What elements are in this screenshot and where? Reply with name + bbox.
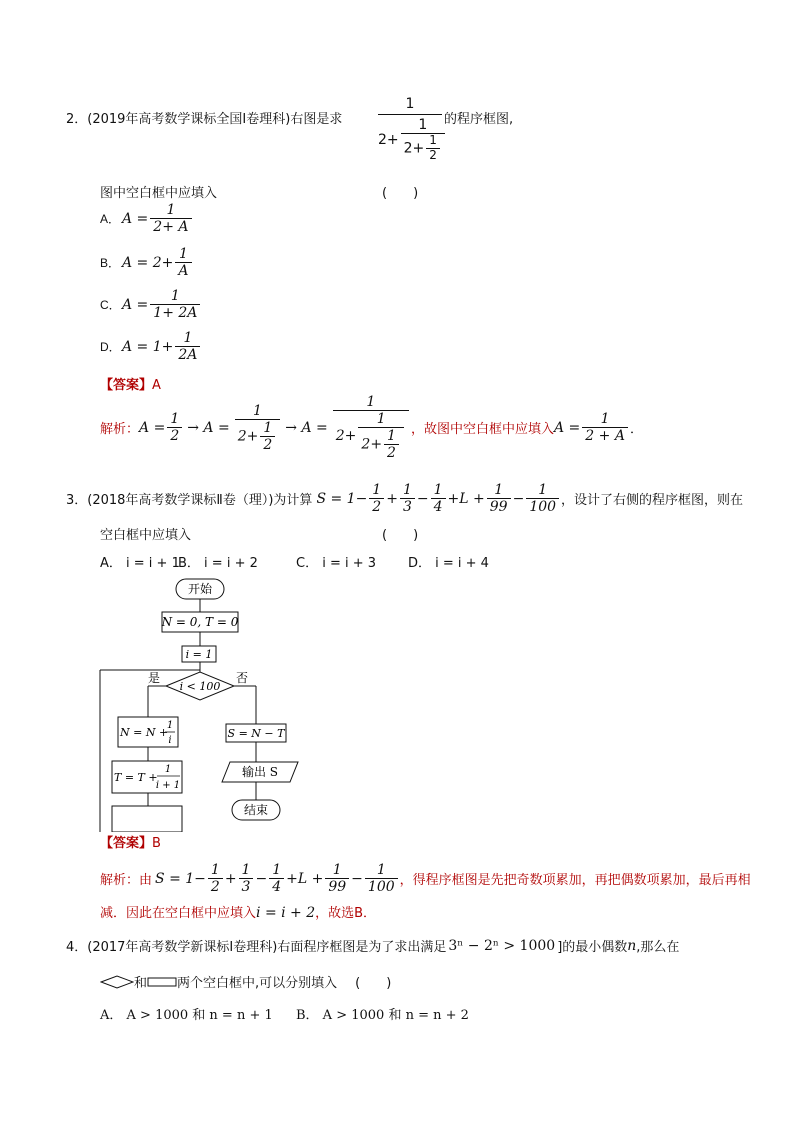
num: 1 [372,482,382,498]
q2-stem2: 图中空白框中应填入 [100,186,218,201]
den: 99 [487,498,511,515]
q3-header [66,482,743,515]
analysis-result: A = [553,419,581,436]
innermost-fraction [426,134,440,163]
analysis-text: 减．因此在空白框中应填入 [100,906,257,921]
q3-option-d: D． i = i + 4 [408,556,489,571]
q3-frac-100 [526,482,559,515]
num: 1 [253,402,262,419]
den: 2 [208,878,223,895]
den: 2+ $\frac{1}{2}$ [358,427,404,461]
analysis-label: 解析： [100,422,140,438]
den: 3 [400,498,415,515]
op: − [416,490,429,507]
option-lhs: A = 2+ [122,254,174,271]
q3-flowchart [90,574,320,832]
q2-stem-post: 的程序框图, [444,112,514,127]
den: 2 [369,498,384,515]
q2-stem-pre: 右图是求 [290,112,343,127]
frac-half [208,862,223,895]
num: 1 [366,394,376,410]
q3-stem-post: ，设计了右侧的程序框图，则在 [561,493,744,509]
blank-box [112,806,182,832]
den: 3 [239,878,254,895]
analysis-text: ，故图中空白框中应填入 [410,422,554,438]
analysis-formula: S = 1− [155,870,206,887]
num: 1 [538,482,548,498]
q4-option-b: B． A > 1000 和 n = n + 2 [296,1008,469,1023]
q4-stem2 [100,972,391,991]
q2-paren: ( ) [382,186,419,201]
i-assign-label: i = 1 [185,648,213,661]
frac-100 [365,862,398,895]
option-fraction [150,288,200,321]
option-num: 1 [178,246,188,262]
q2-option-a [100,202,194,235]
den: 100 [526,498,559,515]
num: 1 [170,411,180,428]
analysis-text: ，得程序框图是先把奇数项累加，再把偶数项累加，最后再相 [399,873,751,889]
q2-number: 2． [66,112,88,127]
answer-tag: 【答案】 [100,378,153,393]
option-num: 1 [170,288,180,304]
num: 1 [241,862,251,878]
q4-formula: 3ⁿ − 2ⁿ > 1000 [448,937,556,954]
option-den: 2+ A [150,218,191,235]
start-label: 开始 [187,582,213,596]
q4-header [66,936,679,955]
yes-label: 是 [147,671,161,685]
option-fraction [150,202,191,235]
n-frac-num: 1 [166,720,174,731]
q3-formula: S = 1− [316,490,368,507]
analysis-frac1 [167,411,182,444]
sub-frac [358,411,404,461]
den: 99 [325,878,349,895]
op: +L + [286,870,324,887]
op: + [386,490,398,507]
sub-frac [260,420,275,453]
q4-and: 和 [134,976,148,991]
q3-stem2: 空白框中应填入 [100,528,192,543]
q3-answer [100,832,161,851]
init-label: N = 0, T = 0 [161,615,239,629]
den: 2+ 1 2+ $\frac{1}{2}$ [333,410,409,461]
sub-sub-frac [384,428,399,461]
q2-answer [100,374,161,393]
t-frac-den: i + 1 [155,780,181,791]
num: 1 [376,411,386,428]
q2-stem-fraction [378,96,442,163]
option-label: A． [100,212,121,227]
q3-stem-pre: 为计算 [273,493,313,509]
frac-third [239,862,254,895]
inner-denominator [401,133,445,163]
op: +L + [447,490,485,507]
q4-option-a: A． A > 1000 和 n = n + 1 [100,1008,273,1023]
num: 1 [332,862,342,878]
q4-stem-mid: ]的最小偶数 [557,940,628,955]
end-label: 结束 [243,803,269,817]
q3-frac-99 [487,482,511,515]
den: 2 [384,444,399,461]
q4-var-n: n [627,937,637,954]
q3-paren: ( ) [382,528,419,543]
q3-option-c: C． i = i + 3 [296,556,377,571]
q2-source: (2019年高考数学课标全国Ⅰ卷理科) [87,112,291,127]
q4-source: (2017年高考数学新课标Ⅰ卷理科) [87,940,278,955]
q4-stem2-text: 两个空白框中,可以分别填入 [177,976,338,991]
analysis-formula: i = i + 2 [256,905,316,921]
analysis-text: 由 [139,873,153,889]
den: 100 [365,878,398,895]
q3-analysis-line2 [100,902,376,921]
no-label: 否 [235,671,249,685]
option-label: D． [100,340,121,355]
arrow2: → A = [285,419,328,436]
diamond-shape-icon [100,975,134,989]
q2-option-c [100,288,202,321]
op: − [351,870,363,887]
q3-analysis-line1 [100,862,751,895]
den: 2 [260,436,275,453]
fraction-numerator: 1 [405,96,415,112]
option-fraction [175,330,200,363]
innermost-numerator: 1 [429,133,437,148]
num: 1 [376,862,386,878]
q4-stem-pre: 右面程序框图是为了求出满足 [277,940,447,955]
s-assign-label: S = N − T [227,727,285,740]
inner-two: 2+ [403,140,425,157]
q3-source: (2018年高考数学课标Ⅱ卷（理）) [87,493,274,509]
option-fraction [175,246,191,279]
q3-frac-half [369,482,384,515]
option-num: 1 [183,330,193,346]
fraction-denominator [378,114,442,163]
denominator-two: 2+ [378,131,399,148]
frac-99 [325,862,349,895]
rectangle-shape-icon [147,977,177,987]
option-lhs: A = [122,210,149,227]
inner-fraction [401,117,445,163]
analysis-frac2 [235,403,281,453]
option-lhs: A = [122,296,149,313]
q3-frac-third [400,482,415,515]
op: − [512,490,525,507]
t-update-label: T = T + [114,771,158,784]
den: 4 [431,498,446,515]
analysis-text: ，故选B． [315,906,377,921]
t-frac-num: 1 [164,764,172,775]
q2-analysis [100,394,643,461]
q2-option-d [100,330,202,363]
q4-number: 4． [66,940,88,955]
den: 2+ $\frac{1}{2}$ [235,419,281,453]
option-label: B． [100,256,121,271]
den: 4 [269,878,284,895]
analysis-label: 解析： [100,873,140,889]
den: 2 [167,427,182,444]
num: 1 [402,482,412,498]
option-label: C． [100,298,121,313]
op: − [255,870,268,887]
num: 1 [272,862,282,878]
option-den: 1+ 2A [150,304,200,321]
option-lhs: A = 1+ [122,338,174,355]
q3-frac-quarter [431,482,446,515]
answer-tag: 【答案】 [100,836,153,851]
frac-quarter [269,862,284,895]
analysis-step1: A = [139,419,166,436]
q4-paren: ( ) [355,976,392,991]
analysis-frac3 [333,394,409,461]
condition-label: i < 100 [179,680,221,693]
op: + [224,870,237,887]
analysis-result-frac [582,411,628,444]
num: 1 [494,482,504,498]
option-den: 2A [175,346,200,363]
num: 1 [263,419,273,436]
inner-numerator: 1 [418,117,428,133]
option-den: A [175,262,191,279]
q2-header [66,108,342,127]
arrow1: → A = [187,419,230,436]
num: 1 [433,482,443,498]
q4-stem-post: ,那么在 [636,940,680,955]
n-frac-den: i [168,735,172,746]
num: 1 [210,862,220,878]
den: 2 + A [582,427,628,444]
n-update-label: N = N + [120,726,169,739]
output-label: 输出 S [241,765,279,779]
q2-option-b [100,246,194,279]
q3-number: 3． [66,493,88,509]
answer-value: B [152,836,161,851]
num: 1 [387,428,396,445]
period: ． [629,422,643,438]
q3-option-a: A． i = i + 1 [100,556,180,571]
num: 1 [600,411,610,428]
option-num: 1 [166,202,176,218]
q3-option-b: B． i = i + 2 [178,556,258,571]
answer-value: A [152,378,161,393]
innermost-denominator: 2 [426,148,440,163]
